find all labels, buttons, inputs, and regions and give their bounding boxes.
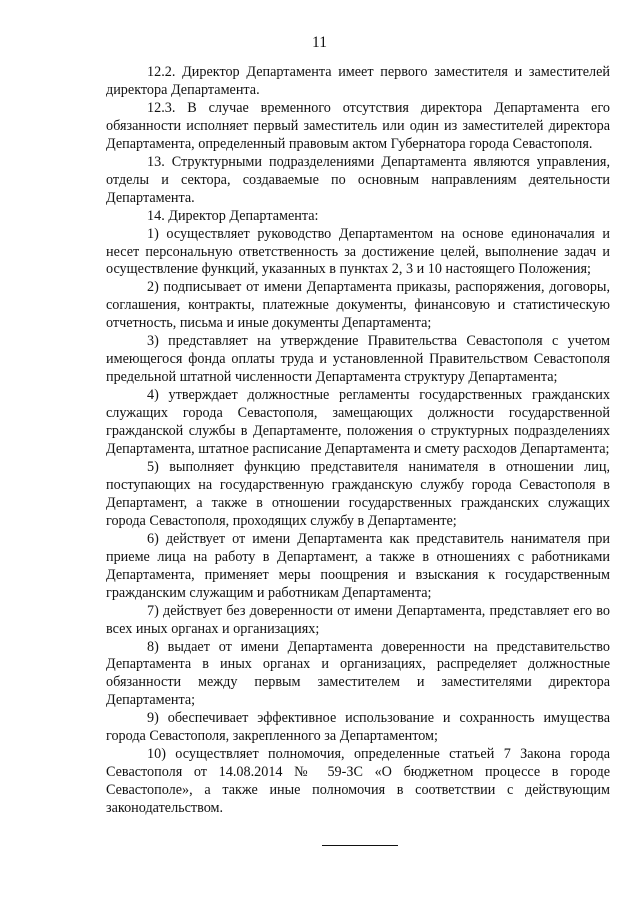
- list-item-1: 1) осуществляет руководство Департаментом на основе единоначалия и несет персональную ответственность за достижение целей, выполнение задач и осуществление функций, указанных в пунктах 2, 3 и 10 настоящего Положения;: [106, 225, 610, 278]
- list-item-6: 6) действует от имени Департамента как представитель нанимателя при приеме лица на работу в Департамент, а также в отношениях с работниками Департамента, применяет меры поощрения и взыскания к государственным гражданским служащим и работникам Департамента;: [106, 530, 610, 601]
- list-item-10: 10) осуществляет полномочия, определенные статьей 7 Закона города Севастополя от 14.08.2014 № 59-ЗС «О бюджетном процессе в городе Севастополе», а также иные полномочия в соответствии с действующим законодательством.: [106, 746, 610, 817]
- paragraph-12-3: 12.3. В случае временного отсутствия директора Департамента его обязанности исполняет первый заместитель или один из заместителей директора Департамента, определенный правовым актом Губернатора города Севастополя.: [106, 99, 610, 152]
- list-item-5: 5) выполняет функцию представителя нанимателя в отношении лиц, поступающих на государственную гражданскую службу города Севастополя в Департамент, а также в отношении государственных гражданских служащих города Севастополя, проходящих службу в Департаменте;: [106, 458, 610, 529]
- list-item-4: 4) утверждает должностные регламенты государственных гражданских служащих города Севастополя, замещающих должности государственной гражданской службы в Департаменте, положения о структурных подразделениях Департамента, штатное расписание Департамента и смету расходов Департамента;: [106, 387, 610, 458]
- end-divider-line: [322, 845, 398, 846]
- paragraph-13: 13. Структурными подразделениями Департамента являются управления, отделы и сектора, создаваемые по основным направлениям деятельности Департамента.: [106, 153, 610, 206]
- list-item-8: 8) выдает от имени Департамента доверенности на представительство Департамента в иных органах и организациях, распределяет должностные обязанности между первым заместителем и заместителями директора Департамента;: [106, 638, 610, 709]
- paragraph-12-2: 12.2. Директор Департамента имеет первого заместителя и заместителей директора Департамента.: [106, 64, 610, 98]
- paragraph-14-heading: 14. Директор Департамента:: [147, 207, 319, 224]
- page-number: 11: [312, 34, 327, 51]
- list-item-9: 9) обеспечивает эффективное использование и сохранность имущества города Севастополя, закрепленного за Департаментом;: [106, 710, 610, 745]
- list-item-3: 3) представляет на утверждение Правительства Севастополя с учетом имеющегося фонда оплаты труда и установленной Правительством Севастополя предельной штатной численности Департамента структуру Департамента;: [106, 333, 610, 386]
- document-body: [106, 64, 610, 818]
- list-item-2: 2) подписывает от имени Департамента приказы, распоряжения, договоры, соглашения, контракты, платежные документы, финансовую и статистическую отчетность, письма и иные документы Департамента;: [106, 279, 610, 332]
- list-item-7: 7) действует без доверенности от имени Департамента, представляет его во всех иных органах и организациях;: [106, 602, 610, 637]
